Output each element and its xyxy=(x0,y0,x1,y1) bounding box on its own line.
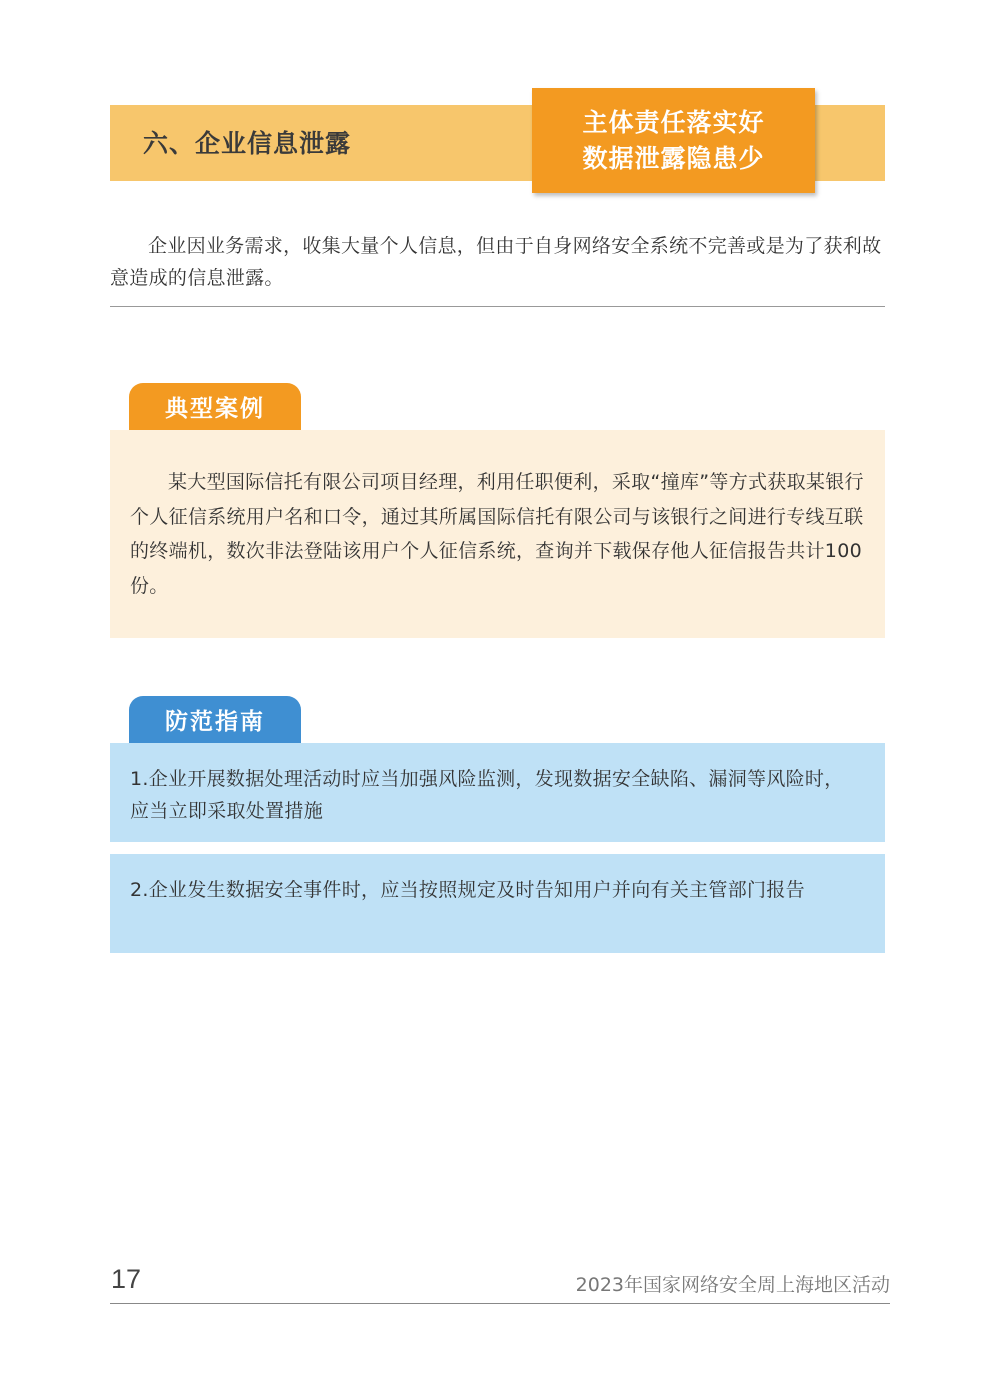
section-title: 六、企业信息泄露 xyxy=(143,129,352,158)
guide-item-text: 2.企业发生数据安全事件时，应当按照规定及时告知用户并向有关主管部门报告 xyxy=(130,879,805,901)
guide-item xyxy=(110,743,885,842)
case-text: 某大型国际信托有限公司项目经理，利用任职便利，采取“撞库”等方式获取某银行个人征信系统用户名和口令，通过其所属国际信托有限公司与该银行之间进行专线互联的终端机，数次非法登陆该用户个人征信系统，查询并下载保存他人征信报告共计100份。 xyxy=(130,471,864,597)
footer-title: 2023年国家网络安全周上海地区活动 xyxy=(575,1274,890,1296)
guide-tab: 防范指南 xyxy=(129,696,301,744)
footer-divider xyxy=(110,1303,890,1304)
slogan-line-2: 数据泄露隐患少 xyxy=(582,143,765,173)
page-number: 17 xyxy=(111,1264,142,1294)
guide-item xyxy=(110,854,885,953)
intro-paragraph: 企业因业务需求，收集大量个人信息，但由于自身网络安全系统不完善或是为了获利故意造成的信息泄露。 xyxy=(110,235,882,289)
guide-item-text: 1.企业开展数据处理活动时应当加强风险监测，发现数据安全缺陷、漏洞等风险时，应当立即采取处置措施 xyxy=(130,768,844,822)
slogan-line-1: 主体责任落实好 xyxy=(582,107,765,137)
case-tab: 典型案例 xyxy=(129,383,301,431)
divider xyxy=(110,306,885,307)
slogan-box xyxy=(532,88,815,193)
